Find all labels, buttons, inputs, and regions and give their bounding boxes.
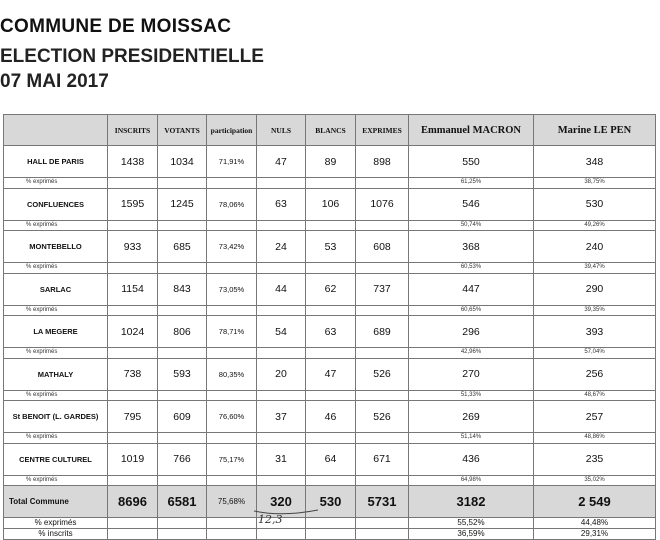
empty-cell [207, 263, 257, 274]
lepen-pct: 48,67% [534, 390, 656, 401]
empty-cell [306, 220, 356, 231]
col-macron: Emmanuel MACRON [409, 115, 534, 146]
bureau-lepen: 235 [534, 443, 656, 475]
empty-cell [257, 305, 306, 316]
bureau-nuls: 54 [257, 316, 306, 348]
bureau-name: SARLAC [4, 273, 108, 305]
header-row [4, 115, 656, 146]
bureau-pct-row [4, 390, 656, 401]
bureau-row [4, 401, 656, 433]
bureau-row [4, 443, 656, 475]
empty-cell [356, 475, 409, 486]
bureau-macron: 550 [409, 146, 534, 178]
bureau-macron: 447 [409, 273, 534, 305]
bureau-votants: 609 [158, 401, 207, 433]
total-macron-pct: 55,52% [409, 518, 534, 529]
empty-cell [306, 433, 356, 444]
empty-cell [306, 529, 356, 540]
bureau-macron: 269 [409, 401, 534, 433]
lepen-pct: 57,04% [534, 348, 656, 359]
empty-cell [158, 433, 207, 444]
empty-cell [306, 390, 356, 401]
bureau-name: CONFLUENCES [4, 188, 108, 220]
bureau-lepen: 256 [534, 358, 656, 390]
macron-pct: 51,14% [409, 433, 534, 444]
empty-cell [108, 518, 158, 529]
bureau-inscrits: 1438 [108, 146, 158, 178]
bureau-votants: 1245 [158, 188, 207, 220]
total-inscrits-label: % inscrits [4, 529, 108, 540]
handwritten-note-text: 12,3 [258, 513, 283, 526]
bureau-exprimes: 608 [356, 231, 409, 263]
macron-pct: 50,74% [409, 220, 534, 231]
empty-cell [356, 529, 409, 540]
bureau-exprimes: 526 [356, 358, 409, 390]
col-votants: VOTANTS [158, 115, 207, 146]
bureau-nuls: 37 [257, 401, 306, 433]
empty-cell [158, 305, 207, 316]
bureau-name: MONTEBELLO [4, 231, 108, 263]
bureau-row [4, 146, 656, 178]
empty-cell [356, 433, 409, 444]
total-lepen-pct-inscrits: 29,31% [534, 529, 656, 540]
empty-cell [257, 220, 306, 231]
bureau-blancs: 106 [306, 188, 356, 220]
total-exprimes-label: % exprimés [4, 518, 108, 529]
total-lepen: 2 549 [534, 486, 656, 518]
total-lepen-pct: 44,48% [534, 518, 656, 529]
bureau-blancs: 89 [306, 146, 356, 178]
results-table [3, 114, 656, 540]
bureau-inscrits: 933 [108, 231, 158, 263]
empty-cell [306, 475, 356, 486]
handwritten-note [258, 513, 283, 526]
bureau-nuls: 63 [257, 188, 306, 220]
empty-cell [257, 433, 306, 444]
empty-cell [158, 390, 207, 401]
total-exprimes-pct-row [4, 518, 656, 529]
bureau-votants: 593 [158, 358, 207, 390]
pct-exprimes-label: % exprimés [4, 433, 108, 444]
macron-pct: 60,53% [409, 263, 534, 274]
bureau-macron: 436 [409, 443, 534, 475]
empty-cell [108, 390, 158, 401]
pct-exprimes-label: % exprimés [4, 348, 108, 359]
col-nuls: NULS [257, 115, 306, 146]
col-inscrits: INSCRITS [108, 115, 158, 146]
col-blancs: BLANCS [306, 115, 356, 146]
bureau-blancs: 53 [306, 231, 356, 263]
empty-cell [207, 220, 257, 231]
bureau-participation: 75,17% [207, 443, 257, 475]
total-votants: 6581 [158, 486, 207, 518]
bureau-votants: 806 [158, 316, 207, 348]
empty-cell [158, 263, 207, 274]
empty-cell [108, 220, 158, 231]
header-empty-cell [4, 115, 108, 146]
empty-cell [306, 178, 356, 189]
lepen-pct: 35,02% [534, 475, 656, 486]
pct-exprimes-label: % exprimés [4, 220, 108, 231]
bureau-participation: 71,91% [207, 146, 257, 178]
bureau-macron: 296 [409, 316, 534, 348]
empty-cell [356, 518, 409, 529]
bureau-blancs: 62 [306, 273, 356, 305]
bureau-pct-row [4, 348, 656, 359]
handwritten-underline-icon [252, 507, 322, 525]
macron-pct: 61,25% [409, 178, 534, 189]
bureau-name: MATHALY [4, 358, 108, 390]
empty-cell [306, 263, 356, 274]
bureau-nuls: 44 [257, 273, 306, 305]
empty-cell [356, 220, 409, 231]
empty-cell [207, 305, 257, 316]
bureau-row [4, 273, 656, 305]
lepen-pct: 39,47% [534, 263, 656, 274]
bureau-lepen: 290 [534, 273, 656, 305]
bureau-inscrits: 1024 [108, 316, 158, 348]
bureau-votants: 685 [158, 231, 207, 263]
total-inscrits: 8696 [108, 486, 158, 518]
lepen-pct: 39,35% [534, 305, 656, 316]
empty-cell [257, 178, 306, 189]
bureau-inscrits: 1595 [108, 188, 158, 220]
election-title: ELECTION PRESIDENTIELLE [0, 46, 264, 67]
bureau-inscrits: 738 [108, 358, 158, 390]
total-exprimes: 5731 [356, 486, 409, 518]
bureau-lepen: 240 [534, 231, 656, 263]
pct-exprimes-label: % exprimés [4, 178, 108, 189]
empty-cell [257, 475, 306, 486]
bureau-nuls: 47 [257, 146, 306, 178]
bureau-exprimes: 898 [356, 146, 409, 178]
empty-cell [158, 475, 207, 486]
bureau-participation: 78,71% [207, 316, 257, 348]
col-exprimes: EXPRIMES [356, 115, 409, 146]
macron-pct: 64,98% [409, 475, 534, 486]
bureau-nuls: 20 [257, 358, 306, 390]
empty-cell [207, 390, 257, 401]
bureau-pct-row [4, 220, 656, 231]
empty-cell [207, 475, 257, 486]
lepen-pct: 48,86% [534, 433, 656, 444]
total-macron-pct-inscrits: 36,59% [409, 529, 534, 540]
empty-cell [207, 518, 257, 529]
bureau-exprimes: 689 [356, 316, 409, 348]
empty-cell [356, 348, 409, 359]
bureau-row [4, 358, 656, 390]
pct-exprimes-label: % exprimés [4, 305, 108, 316]
bureau-name: HALL DE PARIS [4, 146, 108, 178]
bureau-blancs: 63 [306, 316, 356, 348]
bureau-participation: 73,42% [207, 231, 257, 263]
empty-cell [356, 263, 409, 274]
bureau-exprimes: 1076 [356, 188, 409, 220]
bureau-row [4, 231, 656, 263]
bureau-votants: 1034 [158, 146, 207, 178]
empty-cell [207, 348, 257, 359]
empty-cell [158, 529, 207, 540]
total-macron: 3182 [409, 486, 534, 518]
bureau-lepen: 530 [534, 188, 656, 220]
bureau-pct-row [4, 305, 656, 316]
bureau-exprimes: 737 [356, 273, 409, 305]
bureau-participation: 73,05% [207, 273, 257, 305]
empty-cell [108, 263, 158, 274]
election-date: 07 MAI 2017 [0, 71, 109, 92]
bureau-votants: 843 [158, 273, 207, 305]
empty-cell [108, 433, 158, 444]
empty-cell [108, 348, 158, 359]
total-inscrits-pct-row [4, 529, 656, 540]
bureau-pct-row [4, 263, 656, 274]
empty-cell [207, 529, 257, 540]
empty-cell [108, 529, 158, 540]
bureau-participation: 80,35% [207, 358, 257, 390]
empty-cell [257, 529, 306, 540]
bureau-inscrits: 1154 [108, 273, 158, 305]
bureau-nuls: 24 [257, 231, 306, 263]
empty-cell [356, 305, 409, 316]
bureau-macron: 546 [409, 188, 534, 220]
macron-pct: 51,33% [409, 390, 534, 401]
total-participation: 75,68% [207, 486, 257, 518]
commune-title: COMMUNE DE MOISSAC [0, 16, 232, 37]
bureau-macron: 368 [409, 231, 534, 263]
empty-cell [158, 178, 207, 189]
empty-cell [158, 518, 207, 529]
pct-exprimes-label: % exprimés [4, 475, 108, 486]
empty-cell [207, 178, 257, 189]
total-row [4, 486, 656, 518]
bureau-blancs: 47 [306, 358, 356, 390]
bureau-lepen: 393 [534, 316, 656, 348]
bureau-inscrits: 1019 [108, 443, 158, 475]
col-lepen: Marine LE PEN [534, 115, 656, 146]
pct-exprimes-label: % exprimés [4, 263, 108, 274]
bureau-nuls: 31 [257, 443, 306, 475]
total-nuls: 320 [257, 486, 306, 518]
bureau-participation: 78,06% [207, 188, 257, 220]
empty-cell [108, 178, 158, 189]
bureau-row [4, 188, 656, 220]
empty-cell [158, 220, 207, 231]
bureau-lepen: 257 [534, 401, 656, 433]
bureau-row [4, 316, 656, 348]
empty-cell [356, 390, 409, 401]
empty-cell [257, 390, 306, 401]
empty-cell [257, 348, 306, 359]
bureau-name: CENTRE CULTUREL [4, 443, 108, 475]
bureau-exprimes: 526 [356, 401, 409, 433]
bureau-blancs: 46 [306, 401, 356, 433]
bureau-macron: 270 [409, 358, 534, 390]
macron-pct: 60,65% [409, 305, 534, 316]
empty-cell [356, 178, 409, 189]
lepen-pct: 49,26% [534, 220, 656, 231]
empty-cell [306, 305, 356, 316]
empty-cell [108, 305, 158, 316]
bureau-lepen: 348 [534, 146, 656, 178]
bureau-name: St BENOIT (L. GARDES) [4, 401, 108, 433]
total-label: Total Commune [4, 486, 108, 518]
lepen-pct: 38,75% [534, 178, 656, 189]
bureau-inscrits: 795 [108, 401, 158, 433]
bureau-name: LA MEGERE [4, 316, 108, 348]
bureau-pct-row [4, 178, 656, 189]
bureau-exprimes: 671 [356, 443, 409, 475]
total-blancs: 530 [306, 486, 356, 518]
empty-cell [108, 475, 158, 486]
macron-pct: 42,96% [409, 348, 534, 359]
bureau-votants: 766 [158, 443, 207, 475]
col-participation: participation [207, 115, 257, 146]
empty-cell [158, 348, 207, 359]
bureau-pct-row [4, 433, 656, 444]
bureau-pct-row [4, 475, 656, 486]
bureau-participation: 76,60% [207, 401, 257, 433]
bureau-blancs: 64 [306, 443, 356, 475]
empty-cell [257, 263, 306, 274]
empty-cell [306, 348, 356, 359]
pct-exprimes-label: % exprimés [4, 390, 108, 401]
empty-cell [207, 433, 257, 444]
